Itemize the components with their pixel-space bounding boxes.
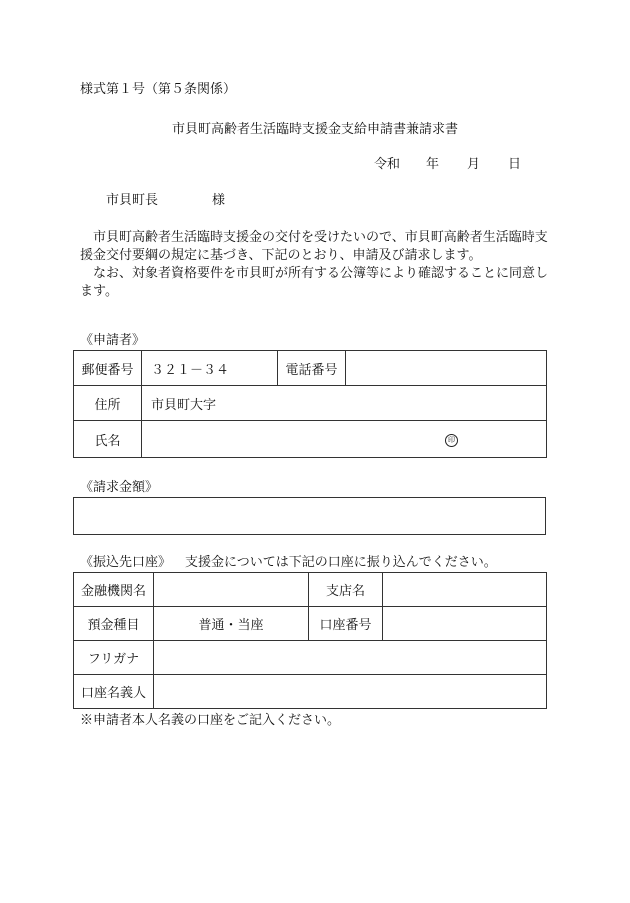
postal-code-label: 郵便番号 (74, 351, 142, 386)
seal-icon: 印 (445, 434, 458, 447)
document-title: 市貝町高齢者生活臨時支援金支給申請書兼請求書 (171, 122, 458, 137)
institution-field[interactable] (154, 573, 309, 607)
claim-table (73, 497, 546, 535)
furigana-field[interactable] (154, 641, 547, 675)
table-row (74, 421, 547, 458)
table-row (74, 675, 547, 709)
account-type-label: 預金種目 (74, 607, 154, 641)
applicant-section-label: 《申請者》 (80, 333, 146, 348)
account-number-label: 口座番号 (309, 607, 383, 641)
branch-label: 支店名 (309, 573, 383, 607)
institution-label: 金融機関名 (74, 573, 154, 607)
claim-section-label: 《請求金額》 (80, 480, 159, 495)
form-number: 様式第１号（第５条関係） (80, 82, 237, 97)
bank-section-header (80, 555, 497, 571)
date-day: 日 (508, 157, 522, 172)
bank-table (73, 572, 547, 709)
name-label: 氏名 (74, 421, 142, 458)
table-row (74, 351, 547, 386)
phone-label: 電話番号 (278, 351, 346, 386)
addressee-name: 市貝町長 (106, 193, 159, 208)
furigana-label: フリガナ (74, 641, 154, 675)
account-number-field[interactable] (383, 607, 547, 641)
table-row (74, 498, 546, 535)
date-era: 令和 (374, 157, 401, 172)
address-field[interactable]: 市貝町大字 (142, 386, 547, 421)
table-row (74, 386, 547, 421)
date-month: 月 (467, 157, 481, 172)
table-row (74, 641, 547, 675)
date-line (374, 157, 521, 173)
table-row (74, 573, 547, 607)
applicant-table (73, 350, 547, 458)
addressee (106, 193, 225, 209)
account-type-value[interactable]: 普通・当座 (154, 607, 309, 641)
addressee-honorific: 様 (212, 193, 226, 208)
branch-field[interactable] (383, 573, 547, 607)
body-paragraph-2: なお、対象者資格要件を市貝町が所有する公簿等により確認することに同意します。 (80, 266, 549, 299)
date-year: 年 (426, 157, 440, 172)
body-paragraph-1: 市貝町高齢者生活臨時支援金の交付を受けたいので、市貝町高齢者生活臨時支援金交付要綱の規定に基づき、下記のとおり、申請及び請求します。 (80, 230, 548, 263)
name-field[interactable] (142, 421, 547, 458)
address-label: 住所 (74, 386, 142, 421)
footnote: ※申請者本人名義の口座をご記入ください。 (80, 713, 341, 728)
body-text (80, 229, 550, 301)
bank-section-label: 《振込先口座》 (80, 555, 172, 570)
table-row (74, 607, 547, 641)
account-holder-field[interactable] (154, 675, 547, 709)
account-holder-label: 口座名義人 (74, 675, 154, 709)
phone-field[interactable] (346, 351, 547, 386)
claim-amount-field[interactable] (74, 498, 546, 535)
bank-instruction: 支援金については下記の口座に振り込んでください。 (185, 555, 497, 570)
postal-code-field[interactable]: ３２１－３４ (142, 351, 278, 386)
